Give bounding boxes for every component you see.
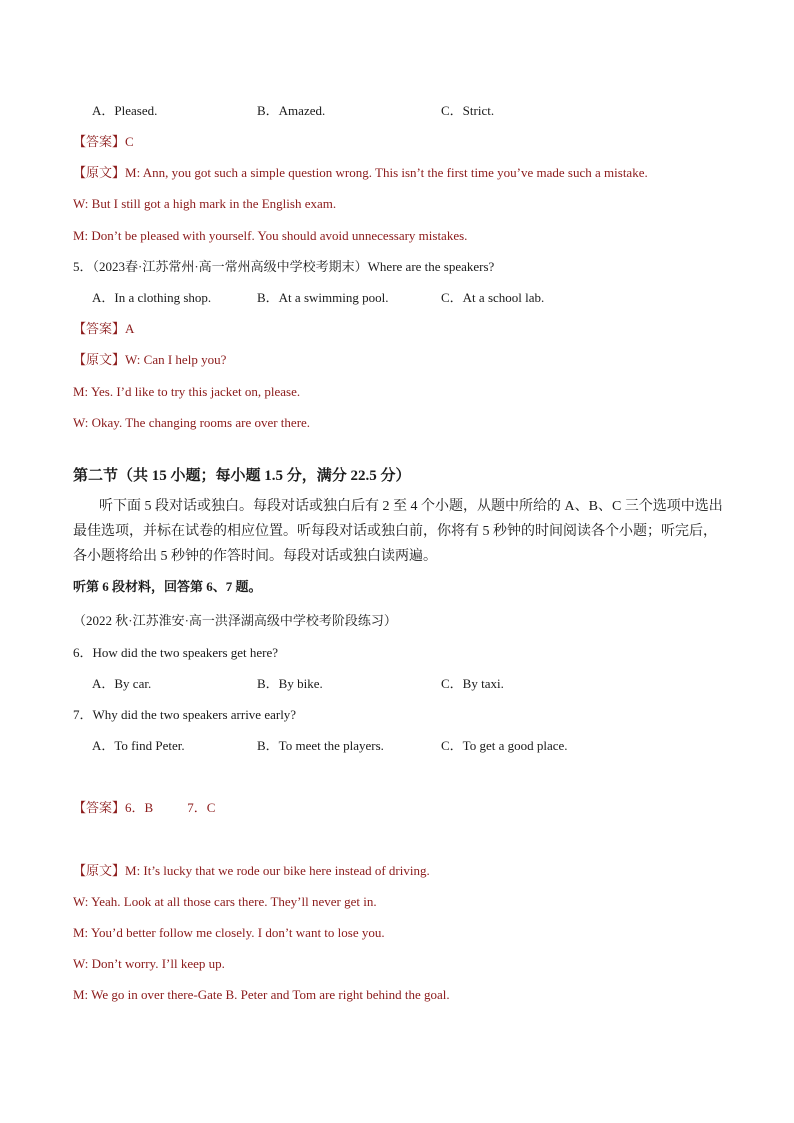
- q7-stem: 7．Why did the two speakers arrive early?: [73, 707, 297, 722]
- script67-line-4: W: Don’t worry. I’ll keep up.: [73, 956, 225, 971]
- script67-line-5: M: We go in over there-Gate B. Peter and Tom are right behind the goal.: [73, 987, 450, 1002]
- q6-option-c: C．By taxi.: [441, 676, 504, 691]
- script-text: M: It’s lucky that we rode our bike here instead of driving.: [125, 863, 430, 878]
- q4-option-b: B．Amazed.: [257, 103, 326, 118]
- answer-6: 6．B: [125, 800, 154, 815]
- q7-option-b: B．To meet the players.: [257, 738, 384, 753]
- script-tag: 【原文】: [73, 165, 126, 180]
- q6-option-a: A．By car.: [92, 676, 152, 691]
- q4-option-c: C．Strict.: [441, 103, 495, 118]
- script67-line-1: [73, 862, 430, 880]
- q7-option-a: A．To find Peter.: [92, 738, 185, 753]
- script-tag: 【原文】: [73, 352, 126, 367]
- q5-script-line-3: W: Okay. The changing rooms are over there.: [73, 415, 311, 430]
- answer-7: 7．C: [187, 800, 216, 815]
- q5-option-a: A．In a clothing shop.: [92, 290, 212, 305]
- q5-stem: 5．（2023春·江苏常州·高一常州高级中学校考期末）Where are the speakers?: [73, 259, 495, 274]
- q5-option-c: C．At a school lab.: [441, 290, 545, 305]
- section-instructions: 听下面 5 段对话或独白。每段对话或独白后有 2 至 4 个小题，从题中所给的 A、B、C 三个选项中选出最佳选项，并标在试卷的相应位置。听每段对话或独白前，你将有 5 秒钟的时间阅读各个小题；听完后，各小题将给出 5 秒钟的作答时间。每段对话或独白读两遍。: [73, 499, 723, 564]
- answer-tag: 【答案】: [73, 800, 126, 815]
- q4-answer: [73, 133, 134, 151]
- q4-script-line-2: W: But I still got a high mark in the English exam.: [73, 196, 337, 211]
- q5-answer: [73, 320, 134, 338]
- q5-script-line-1: [73, 351, 226, 369]
- answer-value: A: [125, 321, 135, 336]
- q7-option-c: C．To get a good place.: [441, 738, 568, 753]
- answer-tag: 【答案】: [73, 321, 126, 336]
- answer-value: C: [125, 134, 134, 149]
- script67-line-3: M: You’d better follow me closely. I don’t want to lose you.: [73, 925, 385, 940]
- answers-6-7: [73, 799, 215, 817]
- script-tag: 【原文】: [73, 863, 126, 878]
- script-text: M: Ann, you got such a simple question wrong. This isn’t the first time you’ve made such a mistake.: [125, 165, 648, 180]
- q5-option-b: B．At a swimming pool.: [257, 290, 389, 305]
- q4-script-line-3: M: Don’t be pleased with yourself. You should avoid unnecessary mistakes.: [73, 228, 468, 243]
- answer-tag: 【答案】: [73, 134, 126, 149]
- q4-script-line-1: [73, 164, 648, 182]
- script67-line-2: W: Yeah. Look at all those cars there. They’ll never get in.: [73, 894, 377, 909]
- q5-script-line-2: M: Yes. I’d like to try this jacket on, please.: [73, 384, 301, 399]
- material-title: 听第 6 段材料，回答第 6、7 题。: [73, 579, 262, 594]
- q4-option-a: A．Pleased.: [92, 103, 158, 118]
- script-text: W: Can I help you?: [125, 352, 227, 367]
- q6-option-b: B．By bike.: [257, 676, 323, 691]
- material-source: （2022 秋·江苏淮安·高一洪泽湖高级中学校考阶段练习）: [73, 613, 397, 628]
- q6-stem: 6．How did the two speakers get here?: [73, 645, 279, 660]
- section-heading: 第二节（共 15 小题；每小题 1.5 分，满分 22.5 分）: [73, 468, 411, 484]
